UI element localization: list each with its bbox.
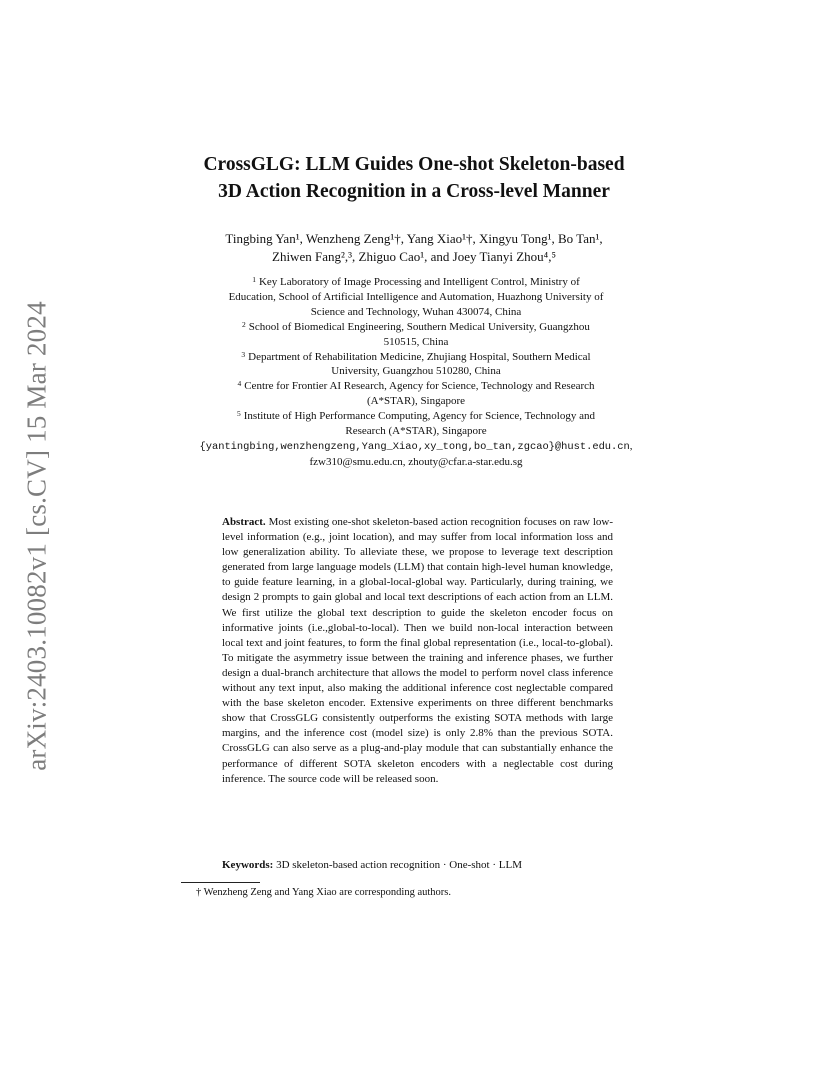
keywords-label: Keywords: [222, 859, 274, 871]
affiliations [176, 275, 656, 470]
affiliation-1-cont-1: Education, School of Artificial Intelligence and Automation, Huazhong University of [228, 290, 604, 303]
affiliation-3 [176, 350, 656, 365]
affiliation-1-mark: 1 [252, 275, 256, 284]
keywords [222, 858, 622, 873]
footnote-divider [181, 882, 260, 883]
paper-title [120, 151, 708, 205]
affiliation-4-cont-1: (A*STAR), Singapore [366, 395, 466, 408]
affiliation-2-mark: 2 [242, 319, 246, 329]
authors-line-1: Tingbing Yan¹, Wenzheng Zeng¹†, Yang Xiao¹†, Xingyu Tong¹, Bo Tan¹, [225, 231, 603, 246]
affiliation-1-line-1: Key Laboratory of Image Processing and Intelligent Control, Ministry of [258, 276, 580, 288]
email-hust: {yantingbing,wenzhengzeng,Yang_Xiao,xy_tong,bo_tan,zgcao}@hust.edu.cn [199, 440, 630, 453]
email-line-1 [176, 439, 656, 455]
affiliation-5-mark: 5 [237, 409, 241, 419]
authors-line-2: Zhiwen Fang²,³, Zhiguo Cao¹, and Joey Tianyi Zhou⁴,⁵ [272, 249, 556, 264]
title-line-1: CrossGLG: LLM Guides One-shot Skeleton-based [203, 154, 625, 175]
abstract-label: Abstract. [222, 516, 266, 528]
footnote: † Wenzheng Zeng and Yang Xiao are corresponding authors. [196, 887, 451, 898]
affiliation-2 [176, 320, 656, 335]
affiliation-1-cont-2: Science and Technology, Wuhan 430074, China [310, 305, 522, 318]
abstract-text: Most existing one-shot skeleton-based action recognition focuses on raw low-level information (e.g., joint location), and may suffer from local information loss and low generalization ability. To alleviate these, we propose to leverage text description generated from large language models (LLM) that contain high-level human knowledge, to guide feature learning, in a global-local-global way. Particularly, during training, we design 2 prompts to gain global and local text descriptions of each action from an LLM. We first utilize the global text description to guide the skeleton encoder focus on informative joints (i.e.,global-to-local). Then we build non-local interaction between local text and joint features, to form the final global representation (i.e., local-to-global). To mitigate the asymmetry issue between the training and inference phases, we further design a dual-branch architecture that allows the model to perform novel class inference without any text input, also making the additional inference cost neglectable compared with the base skeleton encoder. Extensive experiments on three different benchmarks show that CrossGLG consistently outperforms the existing SOTA methods with large margins, and the inference cost (model size) is only 2.8% than the previous SOTA. CrossGLG can also serve as a plug-and-play module that can substantially enhance the performance of different SOTA skeleton encoders with a neglectable cost during inference. The source code will be released soon. [222, 516, 614, 785]
affiliation-5 [176, 409, 656, 424]
affiliation-2-line-1: School of Biomedical Engineering, Southern Medical University, Guangzhou [248, 320, 590, 333]
affiliation-1 [176, 275, 656, 290]
affiliation-4 [176, 379, 656, 394]
title-line-2: 3D Action Recognition in a Cross-level Manner [218, 181, 610, 202]
affiliation-3-cont-1: University, Guangzhou 510280, China [331, 365, 501, 378]
affiliation-5-cont-1: Research (A*STAR), Singapore [345, 425, 487, 438]
email-line-2: fzw310@smu.edu.cn, zhouty@cfar.a-star.edu.sg [309, 455, 523, 468]
affiliation-3-line-1: Department of Rehabilitation Medicine, Zhujiang Hospital, Southern Medical [248, 350, 591, 363]
keywords-text: 3D skeleton-based action recognition · One-shot · LLM [276, 859, 522, 871]
affiliation-3-mark: 3 [241, 349, 246, 359]
email-separator: , [629, 439, 633, 452]
author-list [140, 230, 688, 266]
abstract [222, 515, 613, 787]
affiliation-2-cont-1: 510515, China [383, 335, 449, 348]
arxiv-identifier: arXiv:2403.10082v1 [cs.CV] 15 Mar 2024 [21, 301, 52, 771]
affiliation-5-line-1: Institute of High Performance Computing, Agency for Science, Technology and [243, 410, 595, 423]
affiliation-4-mark: 4 [237, 379, 242, 389]
affiliation-4-line-1: Centre for Frontier AI Research, Agency for Science, Technology and Research [244, 380, 595, 393]
